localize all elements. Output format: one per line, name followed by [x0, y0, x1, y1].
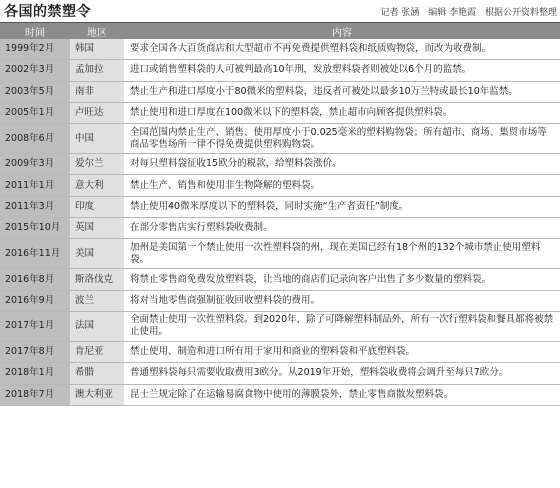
cell-content-wrap [124, 154, 560, 174]
table-row [0, 82, 560, 103]
cell-content: 禁止使用、制造和进口所有用于家用和商业的塑料袋和平底塑料袋。 [130, 346, 416, 358]
cell-content: 要求全国各大百货商店和大型超市不再免费提供塑料袋和纸质购物袋，而改为收费制。 [130, 43, 492, 55]
table-row [0, 363, 560, 384]
cell-time: 2002年3月 [0, 60, 70, 80]
cell-content: 昆士兰规定除了在运输易腐食物中使用的薄膜袋外，禁止零售商散发塑料袋。 [130, 388, 454, 400]
table-row [0, 312, 560, 342]
cell-region: 南非 [70, 82, 124, 102]
page-title: 各国的禁塑令 [4, 4, 91, 20]
column-header-region: 地区 [87, 27, 107, 39]
cell-content-wrap [124, 312, 560, 341]
cell-content: 加州是美国第一个禁止使用一次性塑料袋的州，现在美国已经有18个州的132个城市禁止使用塑料袋。 [130, 241, 541, 265]
cell-content: 禁止使用和进口厚度在100微米以下的塑料袋，禁止超市向顾客提供塑料袋。 [130, 107, 453, 119]
cell-region: 法国 [70, 312, 124, 341]
cell-region: 肯尼亚 [70, 342, 124, 362]
cell-time: 2017年1月 [0, 312, 70, 341]
cell-time: 2011年1月 [0, 175, 70, 195]
column-header-time: 时间 [25, 27, 45, 39]
cell-content-wrap [124, 103, 560, 123]
cell-content: 禁止生产、销售和使用非生物降解的塑料袋。 [130, 179, 321, 191]
credit-editor: 编辑 李艳霞 [428, 8, 477, 18]
table-row [0, 124, 560, 154]
cell-content-wrap [124, 124, 560, 153]
cell-time: 2018年1月 [0, 363, 70, 383]
column-header-content: 内容 [332, 27, 352, 39]
cell-time: 2017年8月 [0, 342, 70, 362]
cell-region: 希腊 [70, 363, 124, 383]
cell-region: 英国 [70, 218, 124, 238]
cell-content: 将对当地零售商强制征收回收塑料袋的费用。 [130, 294, 321, 306]
cell-content-wrap [124, 342, 560, 362]
table-row [0, 154, 560, 175]
cell-time: 2016年8月 [0, 269, 70, 289]
cell-content: 全国范围内禁止生产、销售、使用厚度小于0.025毫米的塑料购物袋；所有超市、商场、集贸市场等商品零售场所一律不得免费提供塑料购物袋。 [130, 126, 547, 150]
table-row [0, 197, 560, 218]
cell-content-wrap [124, 363, 560, 383]
cell-content-wrap [124, 60, 560, 80]
table-row [0, 269, 560, 290]
cell-content-wrap [124, 218, 560, 238]
table-row [0, 239, 560, 269]
cell-content-wrap [124, 239, 560, 268]
table-row [0, 291, 560, 312]
cell-region: 澳大利亚 [70, 385, 124, 405]
cell-region: 意大利 [70, 175, 124, 195]
cell-time: 2003年5月 [0, 82, 70, 102]
table-row [0, 103, 560, 124]
cell-region: 爱尔兰 [70, 154, 124, 174]
credit-reporter: 记者 张涵 [380, 8, 420, 18]
table-header [0, 23, 560, 39]
cell-time: 1999年2月 [0, 39, 70, 59]
cell-content: 全面禁止使用一次性塑料袋。到2020年，除了可降解塑料制品外，所有一次行塑料袋和餐具都将被禁止使用。 [130, 314, 554, 338]
cell-content-wrap [124, 82, 560, 102]
table-body [0, 39, 560, 406]
table-row [0, 218, 560, 239]
cell-content-wrap [124, 291, 560, 311]
cell-content: 在部分零售店实行塑料袋收费制。 [130, 222, 273, 234]
cell-content-wrap [124, 197, 560, 217]
cell-content: 普通塑料袋每只需要收取费用3欧分。从2019年开始，塑料袋收费将会调升至每只7欧分。 [130, 367, 509, 379]
table-row [0, 39, 560, 60]
cell-time: 2008年6月 [0, 124, 70, 153]
cell-region: 美国 [70, 239, 124, 268]
cell-region: 中国 [70, 124, 124, 153]
cell-region: 斯洛伐克 [70, 269, 124, 289]
table-row [0, 385, 560, 406]
cell-time: 2011年3月 [0, 197, 70, 217]
cell-region: 韩国 [70, 39, 124, 59]
cell-content-wrap [124, 269, 560, 289]
cell-content-wrap [124, 175, 560, 195]
ban-table [0, 22, 560, 406]
cell-content: 将禁止零售商免费发放塑料袋，让当地的商店们记录向客户出售了多少数量的塑料袋。 [130, 273, 492, 285]
cell-region: 卢旺达 [70, 103, 124, 123]
cell-content: 禁止使用40微米厚度以下的塑料袋，同时实施“生产者责任”制度。 [130, 200, 409, 212]
cell-content: 对每只塑料袋征收15欧分的税款，给塑料袋涨价。 [130, 158, 342, 170]
cell-time: 2005年1月 [0, 103, 70, 123]
cell-time: 2009年3月 [0, 154, 70, 174]
cell-region: 孟加拉 [70, 60, 124, 80]
cell-content-wrap [124, 385, 560, 405]
header [0, 0, 560, 22]
table-row [0, 342, 560, 363]
table-row [0, 175, 560, 196]
cell-content-wrap [124, 39, 560, 59]
cell-region: 波兰 [70, 291, 124, 311]
table-row [0, 60, 560, 81]
cell-region: 印度 [70, 197, 124, 217]
credits [374, 6, 557, 22]
cell-time: 2018年7月 [0, 385, 70, 405]
cell-time: 2015年10月 [0, 218, 70, 238]
cell-content: 禁止生产和进口厚度小于80微米的塑料袋，违反者可被处以最多10万兰特或最长10年监禁。 [130, 85, 518, 97]
cell-time: 2016年11月 [0, 239, 70, 268]
cell-content: 进口或销售塑料袋的人可被判最高10年刑，发放塑料袋者则被处以6个月的监禁。 [130, 64, 472, 76]
cell-time: 2016年9月 [0, 291, 70, 311]
credit-source: 根据公开资料整理 [484, 8, 557, 18]
